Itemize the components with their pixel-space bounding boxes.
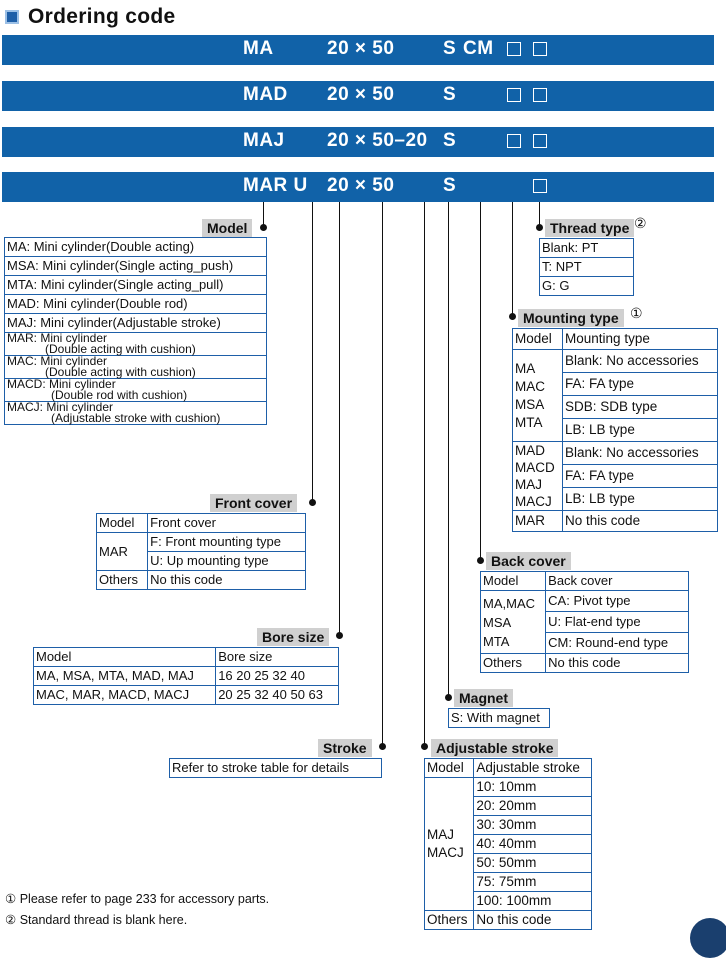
thread-type-table: Blank: PT T: NPT G: G — [539, 238, 634, 296]
model-row: MAJ: Mini cylinder(Adjustable stroke) — [5, 314, 267, 333]
placeholder-box-icon — [507, 134, 521, 148]
model-row: MACD: Mini cylinder (Double rod with cushion) — [5, 379, 267, 402]
stroke-table: Refer to stroke table for details — [169, 758, 382, 778]
bullet-dot — [260, 224, 267, 231]
adjustable-stroke-table: Model Adjustable stroke MAJ MACJ 10: 10mm 20: 20mm 30: 30mm 40: 40mm 50: 50mm 75: 75mm 100: 100mm Others No this code — [424, 758, 592, 930]
back-cover-table: Model Back cover MA,MAC MSA MTA CA: Pivot type U: Flat-end type CM: Round-end type Others No this code — [480, 571, 689, 673]
placeholder-box-icon — [533, 88, 547, 102]
mounting-type-table: Model Mounting type MA MAC MSA MTA Blank: No accessories FA: FA type SDB: SDB type LB: LB type MAD MACD MAJ MACJ Blank: No accessories FA: FA type LB: LB type MAR No this code — [512, 328, 718, 532]
title-square-icon — [5, 10, 19, 24]
bullet-dot — [509, 313, 516, 320]
stroke-header: Stroke — [318, 739, 372, 757]
code-bar-mad: MAD 20 × 50 S — [2, 81, 714, 111]
bullet-dot — [309, 499, 316, 506]
model-row: MTA: Mini cylinder(Single acting_pull) — [5, 276, 267, 295]
bullet-dot — [421, 743, 428, 750]
leader-line — [448, 202, 449, 697]
bullet-dot — [536, 224, 543, 231]
placeholder-box-icon — [533, 134, 547, 148]
placeholder-box-icon — [533, 42, 547, 56]
magnet-table: S: With magnet — [448, 708, 550, 728]
model-row: MSA: Mini cylinder(Single acting_push) — [5, 257, 267, 276]
bore-size-header: Bore size — [257, 628, 329, 646]
thread-type-header: Thread type — [545, 219, 634, 237]
mounting-type-header: Mounting type — [518, 309, 624, 327]
bore-size-table: Model Bore size MA, MSA, MTA, MAD, MAJ 16 20 25 32 40 MAC, MAR, MACD, MACJ 20 25 32 40 50 63 — [33, 647, 339, 705]
model-row: MACJ: Mini cylinder (Adjustable stroke with cushion) — [5, 402, 267, 425]
leader-line — [312, 202, 313, 502]
bullet-dot — [477, 557, 484, 564]
bullet-dot — [336, 632, 343, 639]
footnote-2: ② Standard thread is blank here. — [5, 913, 188, 927]
model-row: MAR: Mini cylinder (Double acting with cushion) — [5, 333, 267, 356]
model-header: Model — [202, 219, 252, 237]
placeholder-box-icon — [507, 42, 521, 56]
leader-line — [512, 202, 513, 317]
magnet-header: Magnet — [454, 689, 513, 707]
adjustable-stroke-header: Adjustable stroke — [431, 739, 558, 757]
leader-line — [339, 202, 340, 636]
front-cover-table: Model Front cover MAR F: Front mounting type U: Up mounting type Others No this code — [96, 513, 306, 590]
footnote-1: ① Please refer to page 233 for accessory parts. — [5, 892, 270, 906]
code-bar-maj: MAJ 20 × 50–20 S — [2, 127, 714, 157]
bullet-dot — [379, 743, 386, 750]
leader-line — [382, 202, 383, 747]
model-row: MA: Mini cylinder(Double acting) — [5, 238, 267, 257]
model-table — [4, 237, 267, 425]
front-cover-header: Front cover — [210, 494, 297, 512]
leader-line — [424, 202, 425, 747]
model-row: MAD: Mini cylinder(Double rod) — [5, 295, 267, 314]
page-title: Ordering code — [28, 5, 176, 28]
note-marker-1: ① — [630, 305, 643, 321]
back-cover-header: Back cover — [486, 552, 571, 570]
bullet-dot — [445, 694, 452, 701]
code-bar-ma: MA 20 × 50 S CM — [2, 35, 714, 65]
model-row: MAC: Mini cylinder (Double acting with cushion) — [5, 356, 267, 379]
code-bar-mar: MAR U 20 × 50 S — [2, 172, 714, 202]
placeholder-box-icon — [533, 179, 547, 193]
note-marker-2: ② — [634, 215, 647, 231]
placeholder-box-icon — [507, 88, 521, 102]
page-tab-icon — [690, 918, 726, 958]
leader-line — [480, 202, 481, 561]
